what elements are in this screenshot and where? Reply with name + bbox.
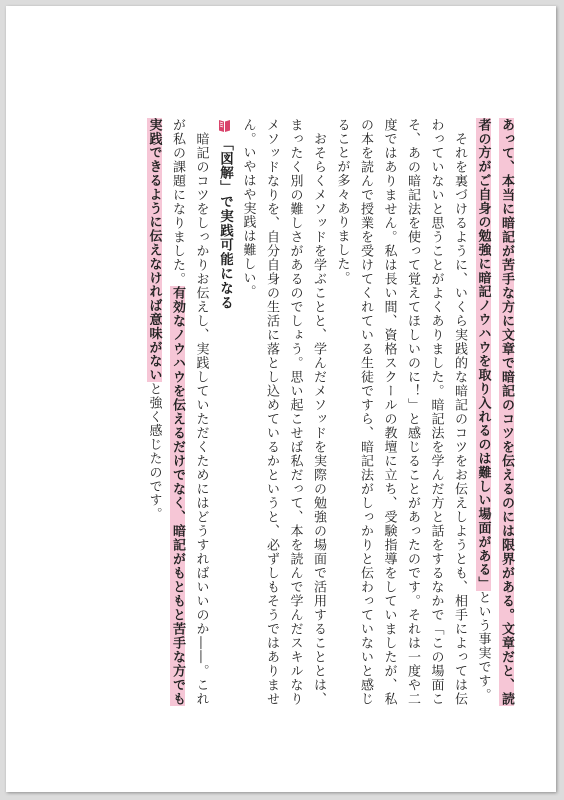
- body-text: 暗記のコツをしっかりお伝えし、実践していただくためにはどうすればいいのか――。これが私の課題になりました。: [170, 118, 209, 706]
- paragraph-4: [142, 118, 213, 706]
- open-book-icon: [223, 118, 236, 133]
- highlighted-text: 本当に暗記が苦手な方に文章で暗記のコツを伝えるのには限界がある。文章だと、読者の方がご自身の勉強に暗記ノウハウを取り入れるのは難しい場面がある」: [475, 118, 514, 706]
- heading-text: で実践可能になる: [217, 194, 233, 310]
- paragraph-2: [330, 118, 471, 706]
- body-text: という事実です。: [475, 590, 491, 702]
- body-text: それを裏づけるように、いくら実践的な暗記のコツをお伝えしようとも、相手によっては伝わっていないと思うことがよくありました。暗記法を学んだ方と話をするなかで「この場面こそ、あの暗記法を使って覚えてほしいのに！」と感じることがあったのです。それは一度や二度ではありません。私は長い間、資格スクールの教壇に立ち、受験指導をしていましたが、私の本を読んで授業を受けてくれている生徒ですら、暗記法がしっかりと伝わっていないと感じることが多々ありました。: [334, 118, 467, 707]
- section-heading: [213, 118, 237, 706]
- body-text: おそらくメソッドを学ぶことと、学んだメソッドを実際の勉強の場面で活用することとは、まったく別の難しさがあるのでしょう。思い起こせば私だって、本を読んで学んだスキルなりメソッドなりを、自分自身の生活に落とし込めているかというと、必ずしもそうではありません。いやはや実践は難しい。: [240, 118, 326, 707]
- vertical-text-body: [86, 118, 518, 706]
- highlighted-text: あって、: [499, 118, 514, 175]
- highlighted-text: 有効なノウハウを伝えるだけでなく、暗記がもともと苦手な方でも実践できるように伝えなければ意味がない: [146, 118, 185, 706]
- body-text: と強く感じたのです。: [146, 382, 162, 522]
- heading-bracketed: 「図解」: [217, 137, 233, 195]
- paragraph-3: [236, 118, 330, 706]
- book-page: [6, 6, 556, 792]
- paragraph-1: [471, 118, 518, 706]
